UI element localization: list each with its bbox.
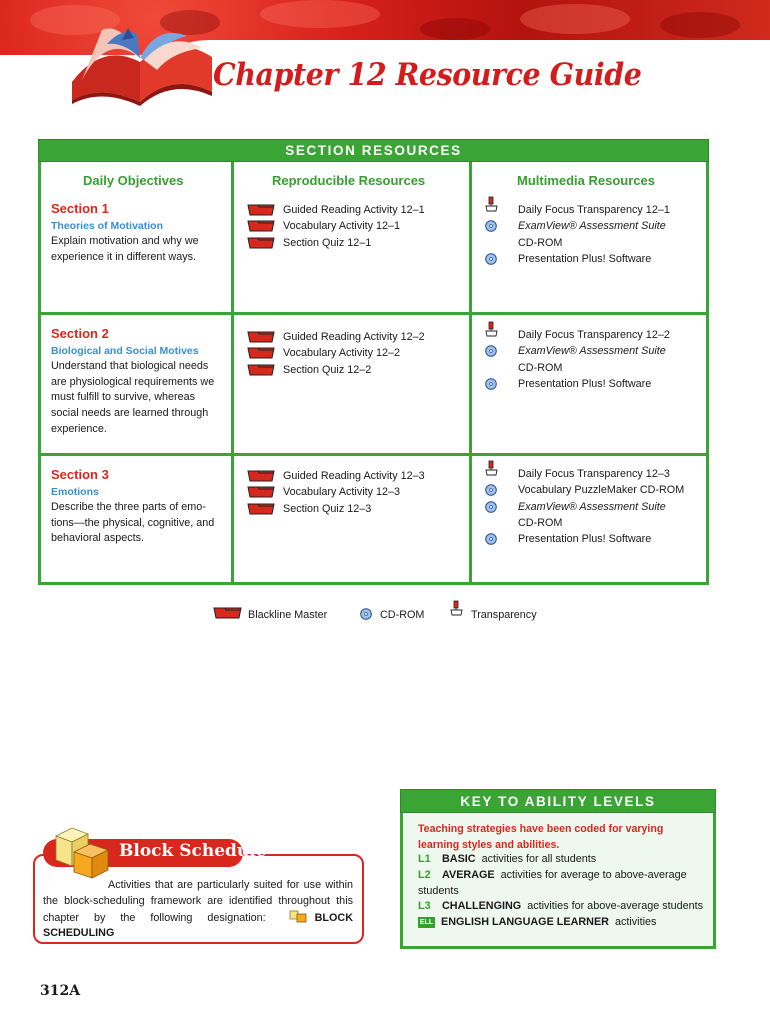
section-resources-table xyxy=(38,162,709,585)
cd-rom-icon xyxy=(485,501,497,513)
reproducible-item: Section Quiz 12–2 xyxy=(283,362,425,378)
blackline-master-icon xyxy=(247,485,275,498)
blackline-master-icon xyxy=(247,346,275,359)
col-header-reproducible: Reproducible Resources xyxy=(272,173,426,188)
cd-rom-icon xyxy=(485,253,497,265)
blackline-master-icon xyxy=(213,606,243,619)
reproducible-list-section-3 xyxy=(283,468,425,517)
page-number: 312A xyxy=(40,983,81,999)
section-3-subtitle: Emotions xyxy=(51,486,99,498)
col-header-multimedia: Multimedia Resources xyxy=(517,173,655,188)
cd-rom-icon xyxy=(485,484,497,496)
cd-rom-icon xyxy=(485,345,497,357)
multimedia-item: CD-ROM xyxy=(518,516,563,529)
section-resources-header: SECTION RESOURCES xyxy=(38,139,709,162)
multimedia-item: ExamView® Assessment Suite xyxy=(518,343,670,359)
multimedia-item: Presentation Plus! Software xyxy=(518,531,684,547)
multimedia-item: ExamView® Assessment Suite xyxy=(518,218,670,234)
cd-rom-icon xyxy=(360,608,372,620)
reproducible-list-section-2 xyxy=(283,329,425,378)
cd-rom-icon xyxy=(485,533,497,545)
reproducible-item: Section Quiz 12–1 xyxy=(283,235,425,251)
multimedia-item: Presentation Plus! Software xyxy=(518,376,670,392)
reproducible-item: Guided Reading Activity 12–3 xyxy=(283,468,425,484)
reproducible-item: Vocabulary Activity 12–3 xyxy=(283,484,425,500)
section-3-description: Describe the three parts of emo-tions—the physical, cognitive, and behavioral aspects. xyxy=(51,501,215,545)
reproducible-item: Vocabulary Activity 12–1 xyxy=(283,218,425,234)
multimedia-item: Presentation Plus! Software xyxy=(518,251,670,267)
section-2-description: Understand that biological needs are physiological requirements we must fulfill to survive, whereas social needs are learned through experience. xyxy=(51,360,215,435)
multimedia-item: Daily Focus Transparency 12–2 xyxy=(518,327,670,343)
blackline-master-icon xyxy=(247,236,275,249)
reproducible-item: Guided Reading Activity 12–1 xyxy=(283,202,425,218)
multimedia-item: CD-ROM xyxy=(518,236,563,249)
col-header-objectives: Daily Objectives xyxy=(83,173,184,188)
ell-badge: ELL xyxy=(419,919,434,926)
section-2-title: Section 2 xyxy=(51,326,109,341)
multimedia-item: Vocabulary PuzzleMaker CD-ROM xyxy=(518,482,684,498)
ability-level-row: L1 BASIC activities for all students xyxy=(418,853,597,865)
ability-levels-header: KEY TO ABILITY LEVELS xyxy=(400,789,716,813)
block-schedule-title: Block Schedule xyxy=(119,841,267,861)
blackline-master-icon xyxy=(247,502,275,515)
multimedia-item: Daily Focus Transparency 12–1 xyxy=(518,202,670,218)
ability-level-row: L2 AVERAGE activities for average to above-average students xyxy=(418,869,687,897)
multimedia-item: Daily Focus Transparency 12–3 xyxy=(518,466,684,482)
transparency-icon xyxy=(485,196,498,213)
transparency-icon xyxy=(485,460,498,477)
blackline-master-icon xyxy=(247,330,275,343)
page-title: Chapter 12 Resource Guide xyxy=(213,57,642,93)
reproducible-item: Guided Reading Activity 12–2 xyxy=(283,329,425,345)
block-scheduling-icon xyxy=(289,910,309,923)
blackline-master-icon xyxy=(247,469,275,482)
blackline-master-icon xyxy=(247,219,275,232)
multimedia-item: CD-ROM xyxy=(518,361,563,374)
reproducible-item: Section Quiz 12–3 xyxy=(283,501,425,517)
ability-level-row: L3 CHALLENGING activities for above-average students xyxy=(418,900,704,912)
reproducible-item: Vocabulary Activity 12–2 xyxy=(283,345,425,361)
multimedia-list-section-1 xyxy=(518,202,670,267)
cd-rom-icon xyxy=(485,220,497,232)
cd-rom-icon xyxy=(485,378,497,390)
multimedia-item: ExamView® Assessment Suite xyxy=(518,499,684,515)
ability-levels-box xyxy=(400,789,716,949)
section-1-title: Section 1 xyxy=(51,201,109,216)
ability-levels-intro: Teaching strategies have been coded for varying learning styles and abilities. xyxy=(418,823,664,851)
transparency-icon xyxy=(450,600,463,617)
section-3-title: Section 3 xyxy=(51,467,109,482)
block-cubes-icon xyxy=(52,822,114,880)
book-illustration xyxy=(62,22,222,107)
multimedia-list-section-3 xyxy=(518,466,684,547)
ability-level-row: ELL ENGLISH LANGUAGE LEARNER activities xyxy=(419,916,657,928)
reproducible-list-section-1 xyxy=(283,202,425,251)
block-schedule-text: Activities that are particularly suited for use within the block-scheduling framework are identified throughout this chapter by the following designation: BLOCK SCHEDULING xyxy=(43,879,354,940)
transparency-icon xyxy=(485,321,498,338)
blackline-master-icon xyxy=(247,203,275,216)
section-2-subtitle: Biological and Social Motives xyxy=(51,345,199,357)
blackline-master-icon xyxy=(247,363,275,376)
section-1-description: Explain motivation and why we experience it in different ways. xyxy=(51,235,199,263)
section-1-subtitle: Theories of Motivation xyxy=(51,220,164,232)
multimedia-list-section-2 xyxy=(518,327,670,392)
